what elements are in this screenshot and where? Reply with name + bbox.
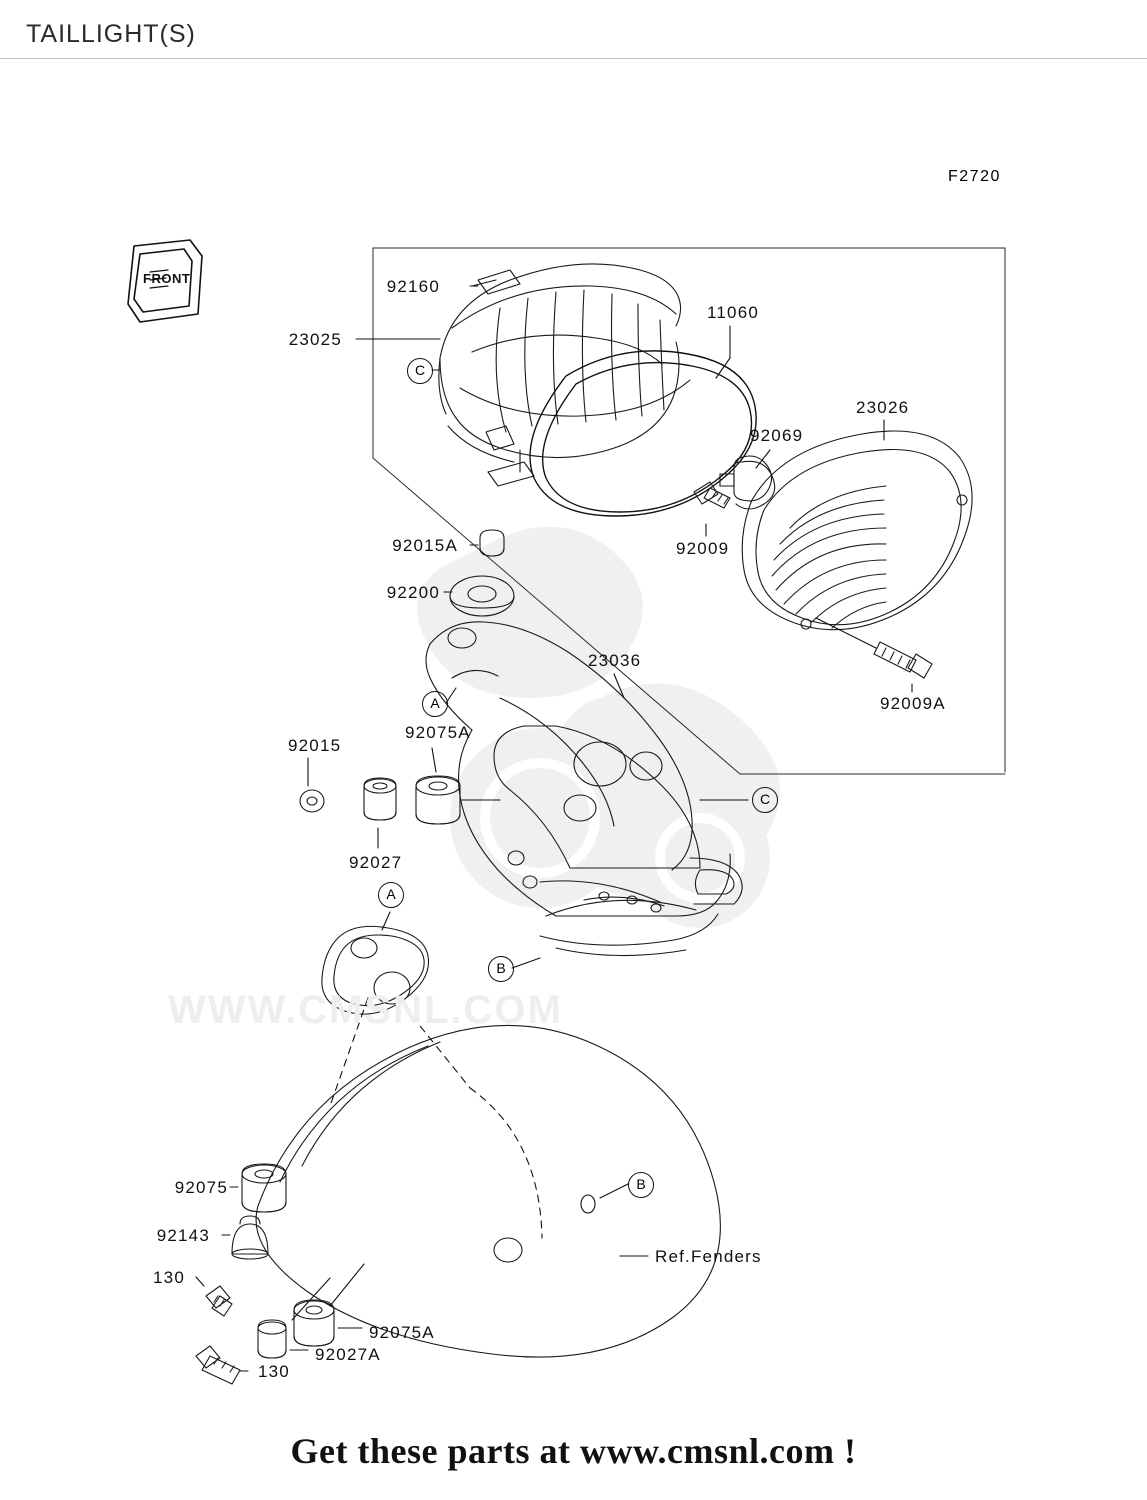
- callout-23026: 23026: [856, 398, 910, 417]
- callout-92143: 92143: [156, 1226, 210, 1245]
- balloon-c-upper: C: [407, 358, 433, 384]
- callout-92015A: 92015A: [392, 536, 458, 555]
- taillight-body-part: [742, 431, 972, 630]
- callout-11060: 11060: [707, 303, 760, 322]
- lower-plate-part: [322, 926, 429, 1014]
- callout-92075A-lower: 92075A: [369, 1323, 435, 1342]
- nut-92143-part: [232, 1216, 268, 1259]
- callout-92027: 92027: [349, 853, 403, 872]
- balloon-b-lower: B: [628, 1172, 654, 1198]
- callout-92069: 92069: [750, 426, 804, 445]
- page-title: TAILLIGHT(S): [26, 20, 196, 48]
- sheet-code: F2720: [948, 168, 1001, 185]
- damper-92075-part: [242, 1164, 286, 1212]
- balloon-c-lower: C: [752, 787, 778, 813]
- damper-92075A-lower-part: [294, 1300, 334, 1346]
- nut-92015-part: [300, 790, 324, 812]
- callout-130-lower: 130: [258, 1362, 290, 1381]
- front-marker-label: FRONT: [143, 271, 191, 286]
- callout-23036: 23036: [588, 651, 642, 670]
- bolt-130-upper-part: [206, 1286, 232, 1316]
- callout-92009A: 92009A: [880, 694, 946, 713]
- footer-promo-text: Get these parts at www.cmsnl.com !: [290, 1431, 857, 1471]
- callout-23025: 23025: [288, 330, 342, 349]
- callout-92009: 92009: [676, 539, 730, 558]
- callout-ref-fenders: Ref.Fenders: [655, 1247, 762, 1266]
- screw-92009A-part: [874, 642, 932, 678]
- taillight-lens-part: [439, 264, 690, 486]
- collar-92027A-part: [258, 1320, 286, 1358]
- balloon-b-upper: B: [488, 956, 514, 982]
- bolt-130-lower-part: [196, 1346, 240, 1384]
- callout-92200: 92200: [386, 583, 440, 602]
- callout-92015: 92015: [288, 736, 342, 755]
- callout-92160: 92160: [386, 277, 440, 296]
- watermark-text: WWW.CMSNL.COM: [168, 988, 563, 1032]
- callout-92075A: 92075A: [405, 723, 471, 742]
- balloon-a-upper: A: [422, 691, 448, 717]
- callout-92027A: 92027A: [315, 1345, 381, 1364]
- callout-92075: 92075: [174, 1178, 228, 1197]
- parts-diagram: [0, 58, 1147, 1438]
- balloon-a-lower: A: [378, 882, 404, 908]
- callout-130-upper: 130: [153, 1268, 185, 1287]
- collar-92027-part: [364, 778, 396, 820]
